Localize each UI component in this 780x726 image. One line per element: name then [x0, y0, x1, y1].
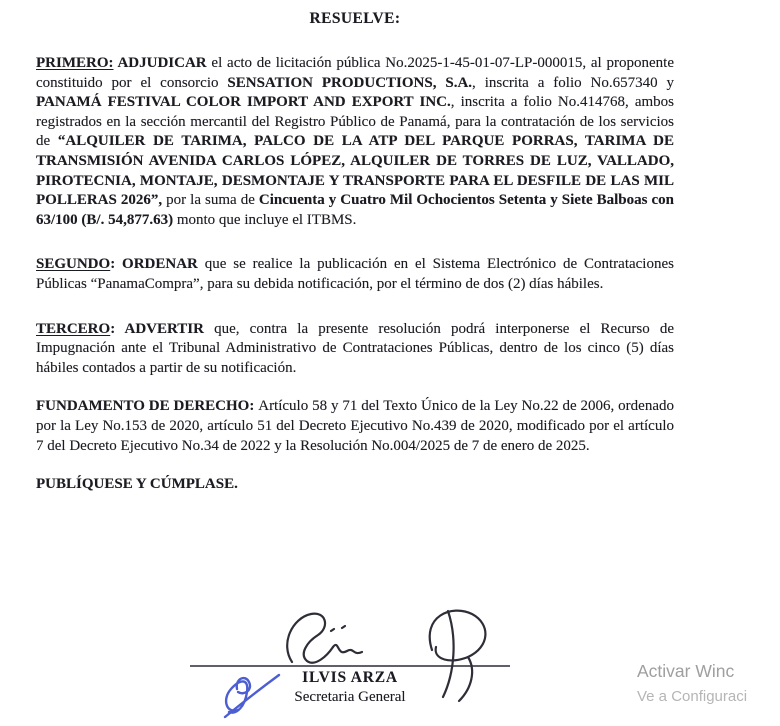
text-segment: FUNDAMENTO DE DERECHO: [36, 398, 259, 415]
paragraph-segundo [36, 255, 674, 294]
text-segment: PANAMÁ FESTIVAL COLOR IMPORT AND EXPORT INC. [36, 94, 451, 111]
signer-title: Secretaria General [294, 689, 406, 705]
paragraph-fundamento [36, 397, 674, 456]
text-segment: , inscrita a folio No.414768, ambos registrados en la sección mercantil del Registro Público de Panamá, para la contratación de los servicios de [36, 94, 675, 150]
text-segment: SENSATION PRODUCTIONS, S.A. [227, 74, 473, 91]
signature-image [180, 600, 520, 726]
text-segment: SEGUNDO [36, 256, 111, 273]
text-segment: por la suma de [162, 192, 259, 209]
text-segment: “ALQUILER DE TARIMA, PALCO DE LA ATP DEL PARQUE PORRAS, TARIMA DE TRANSMISIÓN AVENIDA CARLOS LÓPEZ, ALQUILER DE TORRES DE LUZ, VALLADO, PIROTECNIA, MONTAJE, DESMONTAJE Y TRANSPORTE PARA EL DESFILE DE LAS MIL POLLERAS 2026”, [36, 133, 674, 209]
signature-block [180, 600, 520, 726]
text-segment: el acto de licitación pública No.2025-1-45-01-07-LP-000015, al proponente constituido por el consorcio [36, 55, 674, 91]
paragraph-primero [36, 54, 674, 230]
watermark-line-2: Ve a Configuraci [637, 688, 748, 705]
resolution-heading: RESUELVE: [309, 10, 401, 27]
text-segment: TERCERO [36, 320, 111, 337]
text-segment: PRIMERO: [36, 55, 114, 71]
text-segment: : ORDENAR [110, 256, 205, 273]
handwritten-signature [287, 611, 485, 701]
paragraph-tercero [36, 320, 674, 379]
text-segment: Cincuenta y Cuatro Mil Ochocientos Setenta y Siete Balboas con 63/100 (B/. 54,877.63) [36, 192, 675, 228]
resolution-document [36, 0, 674, 495]
text-segment: , inscrita a folio No.657340 y [472, 74, 674, 91]
windows-activation-watermark [637, 661, 747, 705]
watermark-line-1: Activar Winc [637, 661, 735, 681]
text-segment: que, contra la presente resolución podrá interponerse el Recurso de Impugnación ante el Tribunal Administrativo de Contrataciones Públicas, dentro de los cinco (5) días hábiles contados a partir de su notificación. [36, 320, 674, 376]
text-segment: Artículo 58 y 71 del Texto Único de la Ley No.22 de 2006, ordenado por la Ley No.153 de 2020, artículo 51 del Decreto Ejecutivo No.439 de 2020, modificado por el artículo 7 del Decreto Ejecutivo No.34 de 2022 y la Resolución No.004/2025 de 7 de enero de 2025. [36, 398, 674, 454]
signer-name: ILVIS ARZA [302, 669, 398, 686]
text-segment: que se realice la publicación en el Sistema Electrónico de Contrataciones Públicas “PanamaCompra”, para su debida notificación, por el término de dos (2) días hábiles. [36, 256, 674, 292]
paragraph-publiquese [36, 475, 674, 495]
text-segment: : ADVERTIR [110, 320, 215, 337]
text-segment: ADJUDICAR [113, 55, 212, 71]
text-segment: monto que incluye el ITBMS. [173, 211, 357, 228]
text-segment: PUBLÍQUESE Y CÚMPLASE. [36, 476, 238, 493]
